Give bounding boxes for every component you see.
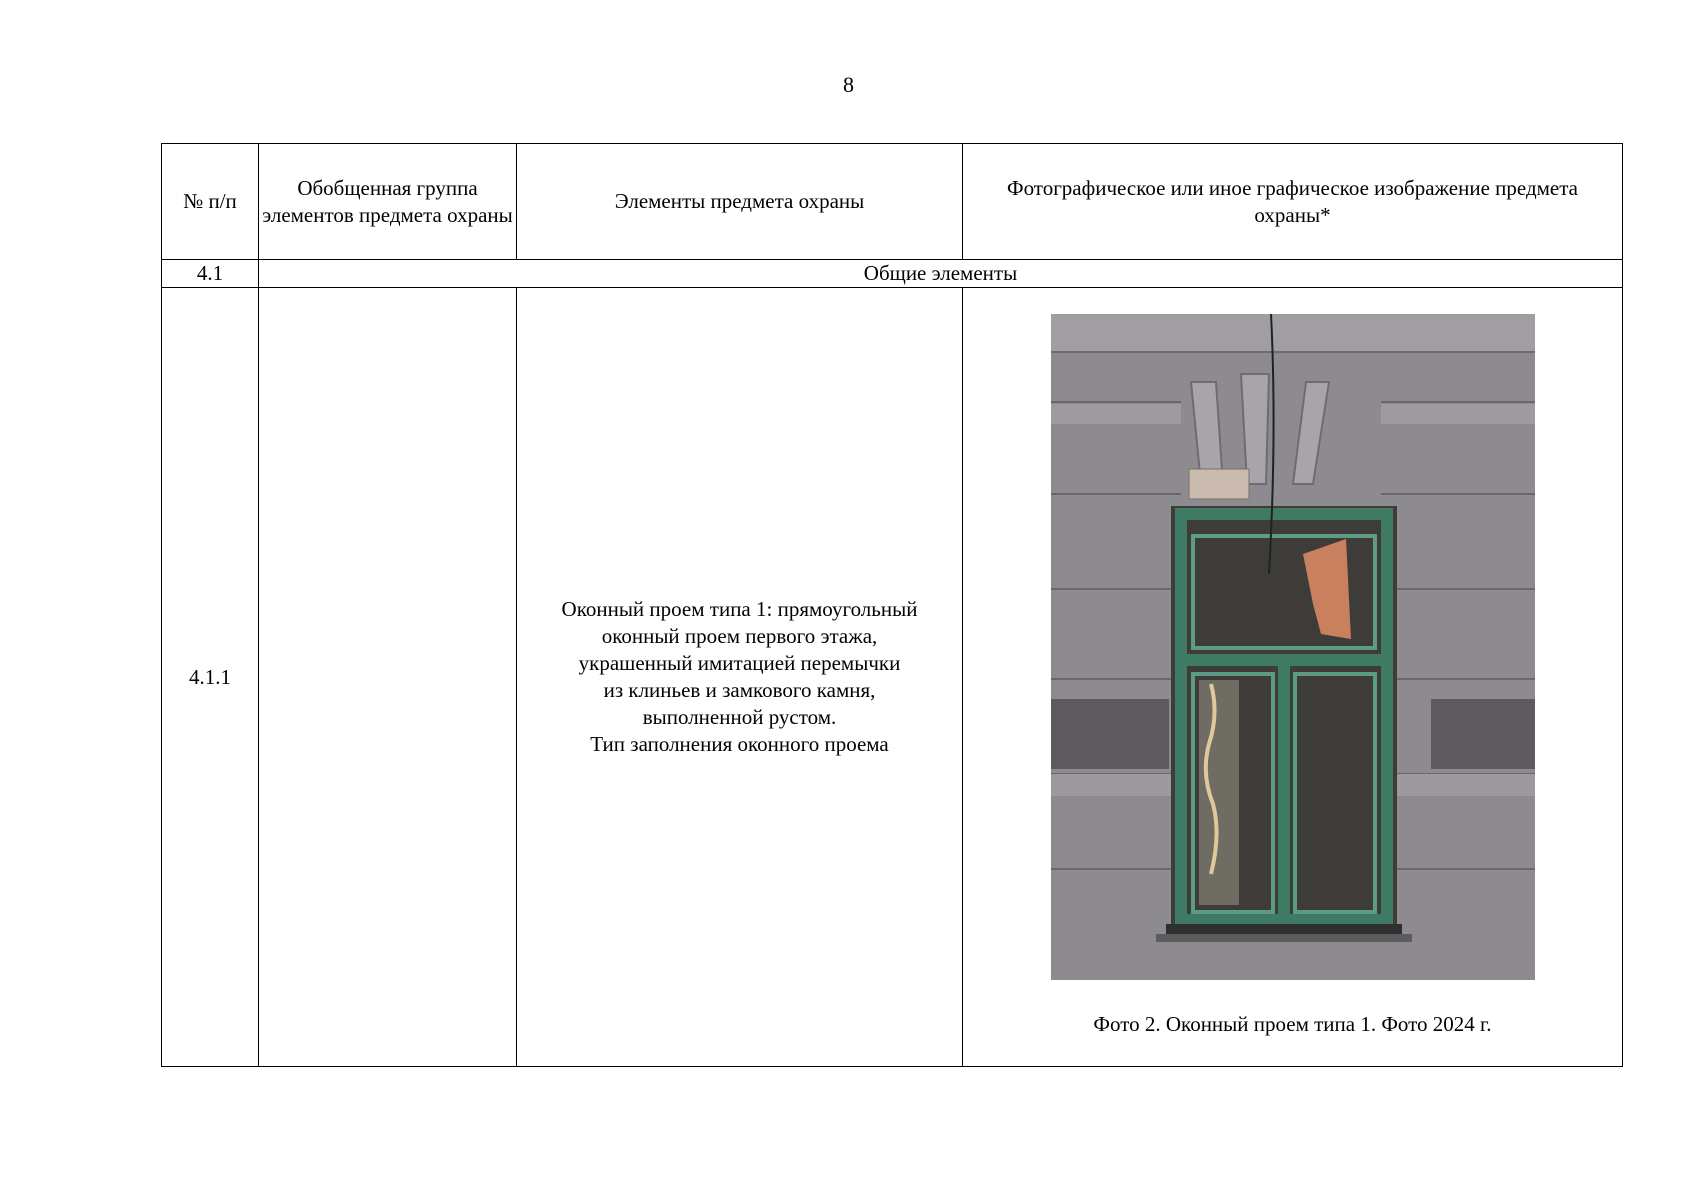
header-image: Фотографическое или иное графическое изображение предмета охраны* (963, 144, 1623, 260)
header-elements: Элементы предмета охраны (517, 144, 963, 260)
section-number: 4.1 (162, 260, 259, 288)
row-element-description: Оконный проем типа 1: прямоугольный оконный проем первого этажа, украшенный имитацией перемычки из клиньев и замкового камня, выполненной рустом. Тип заполнения оконного проема (517, 288, 963, 1067)
section-row (162, 260, 1623, 288)
row-image-cell (963, 288, 1623, 1067)
section-title: Общие элементы (259, 260, 1623, 288)
table-header-row (162, 144, 1623, 260)
header-group: Обобщенная группа элементов предмета охраны (259, 144, 517, 260)
page-number: 8 (843, 72, 854, 97)
row-group (259, 288, 517, 1067)
header-number: № п/п (162, 144, 259, 260)
photo-caption: Фото 2. Оконный проем типа 1. Фото 2024 г. (1093, 1012, 1492, 1036)
table-row (162, 288, 1623, 1067)
row-number: 4.1.1 (162, 288, 259, 1067)
window-photo (1051, 314, 1535, 980)
protection-subject-table (161, 143, 1623, 1067)
